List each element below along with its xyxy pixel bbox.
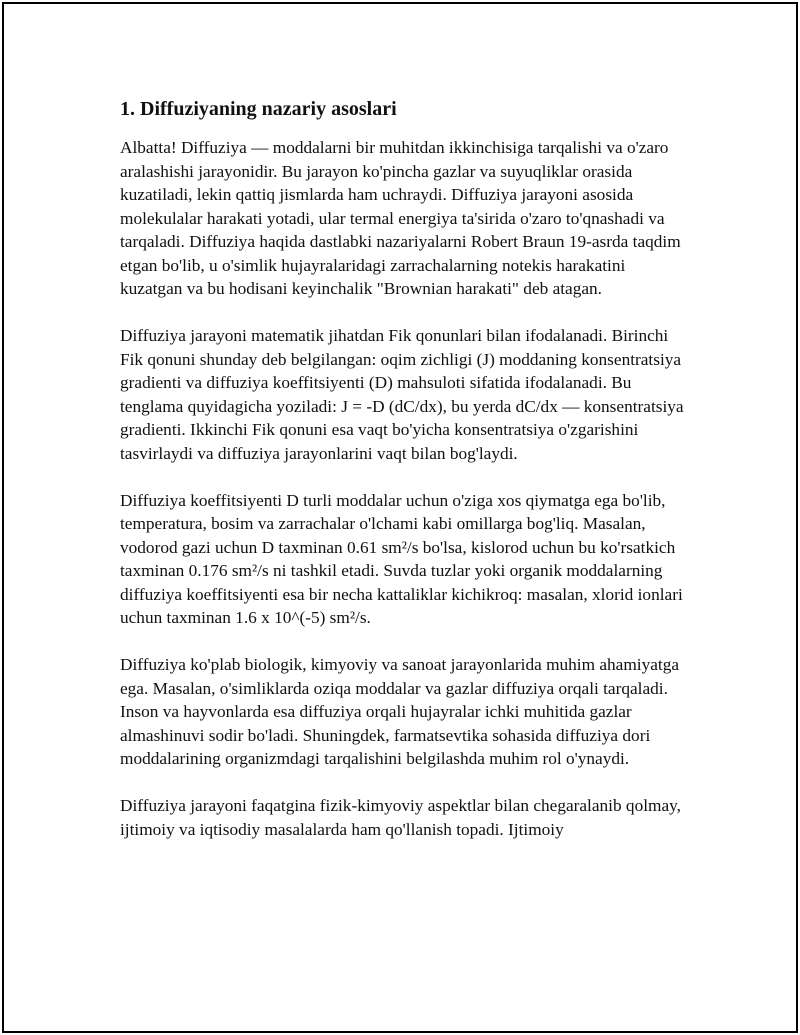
document-content (120, 96, 688, 865)
paragraph-applications: Diffuziya ko'plab biologik, kimyoviy va sanoat jarayonlarida muhim ahamiyatga ega. Masalan, o'simliklarda oziqa moddalar va gazlar diffuziya orqali tarqaladi. Inson va hayvonlarda esa diffuziya orqali hujayralar ichki muhitida gazlar almashinuvi sodir bo'ladi. Shuningdek, farmatsevtika sohasida diffuziya dori moddalarining organizmdagi tarqalishini belgilashda muhim rol o'ynaydi. (120, 655, 680, 768)
paragraph-fick-laws: Diffuziya jarayoni matematik jihatdan Fik qonunlari bilan ifodalanadi. Birinchi Fik qonuni shunday deb belgilangan: oqim zichligi (J) moddaning konsentratsiya gradienti va diffuziya koeffitsiyenti (D) mahsuloti sifatida ifodalanadi. Bu tenglama quyidagicha yoziladi: J = -D (dC/dx), bu yerda dC/dx — konsentratsiya gradienti. Ikkinchi Fik qonuni esa vaqt bo'yicha konsentratsiya o'zgarishini tasvirlaydi va diffuziya jarayonlarini vaqt bilan bog'laydi. (120, 326, 684, 463)
paragraph-definition: Albatta! Diffuziya — moddalarni bir muhitdan ikkinchisiga tarqalishi va o'zaro aralashishi jarayonidir. Bu jarayon ko'pincha gazlar va suyuqliklar orasida kuzatiladi, lekin qattiq jismlarda ham uchraydi. Diffuziya jarayoni asosida molekulalar harakati yotadi, ular termal energiya ta'sirida o'zaro to'qnashadi va tarqaladi. Diffuziya haqida dastlabki nazariyalarni Robert Braun 19-asrda taqdim etgan bo'lib, u o'simlik hujayralaridagi zarrachalarning notekis harakatini kuzatgan va bu hodisani keyinchalik "Brownian harakati" deb atagan. (120, 138, 681, 298)
paragraph-social: Diffuziya jarayoni faqatgina fizik-kimyoviy aspektlar bilan chegaralanib qolmay, ijtimoiy va iqtisodiy masalalarda ham qo'llanish topadi. Ijtimoiy (120, 796, 681, 839)
paragraph-coefficient: Diffuziya koeffitsiyenti D turli moddalar uchun o'ziga xos qiymatga ega bo'lib, temperatura, bosim va zarrachalar o'lchami kabi omillarga bog'liq. Masalan, vodorod gazi uchun D taxminan 0.61 sm²/s bo'lsa, kislorod uchun bu ko'rsatkich taxminan 0.176 sm²/s ni tashkil etadi. Suvda tuzlar yoki organik moddalarning diffuziya koeffitsiyenti esa bir necha kattaliklar kichikroq: masalan, xlorid ionlari uchun taxminan 1.6 x 10^(-5) sm²/s. (120, 490, 683, 627)
document-page (2, 2, 798, 1033)
section-heading: 1. Diffuziyaning nazariy asoslari (120, 98, 397, 120)
